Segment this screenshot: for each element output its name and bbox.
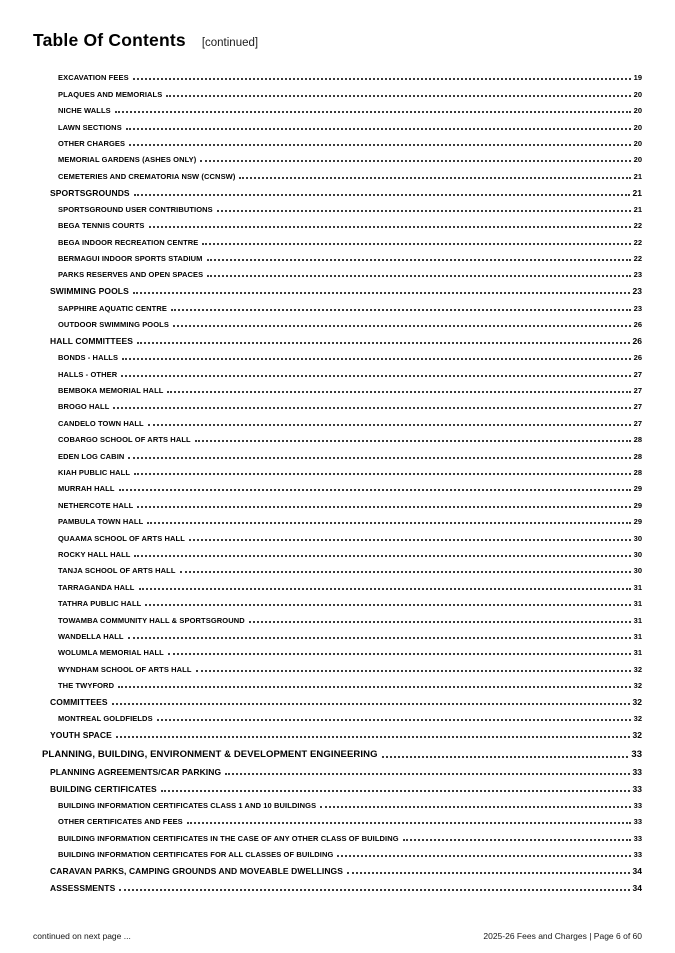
toc-dot-leader xyxy=(137,506,630,508)
toc-entry[interactable] xyxy=(33,230,642,246)
toc-dot-leader xyxy=(200,160,630,162)
toc-entry[interactable] xyxy=(33,247,642,263)
toc-dot-leader xyxy=(382,756,629,758)
toc-entry-page: 26 xyxy=(633,320,642,330)
toc-dot-leader xyxy=(122,358,631,360)
toc-dot-leader xyxy=(207,259,631,261)
toc-entry[interactable] xyxy=(33,876,642,893)
toc-entry-label: HALLS - OTHER xyxy=(58,369,118,379)
toc-entry-label: WANDELLA HALL xyxy=(58,631,124,641)
toc-entry-label: BROGO HALL xyxy=(58,402,110,412)
toc-entry[interactable] xyxy=(33,263,642,279)
toc-dot-leader xyxy=(128,457,630,459)
toc-dot-leader xyxy=(239,177,630,179)
toc-entry-label: PAMBULA TOWN HALL xyxy=(58,517,144,527)
toc-entry[interactable] xyxy=(33,296,642,312)
toc-dot-leader xyxy=(202,243,630,245)
toc-entry[interactable] xyxy=(33,543,642,559)
toc-dot-leader xyxy=(171,309,631,311)
toc-entry[interactable] xyxy=(33,760,642,777)
toc-dot-leader xyxy=(195,440,631,442)
toc-entry-label: CEMETERIES AND CREMATORIA NSW (CCNSW) xyxy=(58,171,236,181)
toc-entry[interactable] xyxy=(33,198,642,214)
toc-dot-leader xyxy=(249,621,631,623)
toc-dot-leader xyxy=(187,822,631,824)
toc-dot-leader xyxy=(145,604,630,606)
toc-entry-label: PARKS RESERVES AND OPEN SPACES xyxy=(58,270,204,280)
toc-dot-leader xyxy=(129,144,631,146)
toc-entry-page: 30 xyxy=(633,533,642,543)
toc-entry-label: BEGA TENNIS COURTS xyxy=(58,221,145,231)
toc-entry[interactable] xyxy=(33,461,642,477)
toc-entry[interactable] xyxy=(33,608,642,624)
toc-entry-label: COMMITTEES xyxy=(50,696,108,707)
toc-entry-page: 31 xyxy=(633,615,642,625)
toc-entry[interactable] xyxy=(33,526,642,542)
toc-entry-label: TATHRA PUBLIC HALL xyxy=(58,599,142,609)
toc-entry[interactable] xyxy=(33,395,642,411)
toc-entry-page: 26 xyxy=(633,353,642,363)
toc-entry[interactable] xyxy=(33,641,642,657)
toc-dot-leader xyxy=(189,539,631,541)
toc-entry-label: BERMAGUI INDOOR SPORTS STADIUM xyxy=(58,254,203,264)
toc-entry-page: 29 xyxy=(633,517,642,527)
toc-entry-page: 28 xyxy=(633,435,642,445)
toc-dot-leader xyxy=(134,555,630,557)
toc-dot-leader xyxy=(147,522,630,524)
toc-entry[interactable] xyxy=(33,181,642,198)
toc-dot-leader xyxy=(115,111,631,113)
toc-dot-leader xyxy=(128,637,631,639)
toc-entry[interactable] xyxy=(33,859,642,876)
toc-entry[interactable] xyxy=(33,99,642,115)
toc-dot-leader xyxy=(119,489,631,491)
toc-entry-label: NICHE WALLS xyxy=(58,106,111,116)
footer-continued-note: continued on next page ... xyxy=(33,931,131,941)
toc-entry-page: 26 xyxy=(632,335,642,346)
toc-dot-leader xyxy=(113,407,630,409)
toc-entry-label: OTHER CERTIFICATES AND FEES xyxy=(58,817,183,827)
toc-entry-page: 34 xyxy=(632,866,642,876)
toc-entry[interactable] xyxy=(33,777,642,794)
toc-entry-label: MEMORIAL GARDENS (ASHES ONLY) xyxy=(58,155,197,165)
toc-dot-leader xyxy=(196,670,631,672)
toc-dot-leader xyxy=(133,78,631,80)
toc-entry-label: MURRAH HALL xyxy=(58,484,115,494)
toc-entry-label: BUILDING INFORMATION CERTIFICATES FOR ALL CLASSES OF BUILDING xyxy=(58,850,334,860)
toc-entry-page: 27 xyxy=(633,386,642,396)
toc-entry-label: TOWAMBA COMMUNITY HALL & SPORTSGROUND xyxy=(58,615,245,625)
toc-dot-leader xyxy=(347,872,629,874)
toc-entry-page: 20 xyxy=(633,138,642,148)
toc-entry[interactable] xyxy=(33,346,642,362)
toc-entry[interactable] xyxy=(33,66,642,82)
toc-entry-label: CARAVAN PARKS, CAMPING GROUNDS AND MOVEABLE DWELLINGS xyxy=(50,866,344,876)
toc-entry[interactable] xyxy=(33,826,642,842)
toc-entry-page: 20 xyxy=(633,155,642,165)
toc-entry-page: 31 xyxy=(633,631,642,641)
toc-entry-label: CANDELO TOWN HALL xyxy=(58,418,144,428)
toc-entry[interactable] xyxy=(33,329,642,346)
toc-entry-page: 34 xyxy=(632,882,642,893)
toc-dot-leader xyxy=(121,375,630,377)
toc-dot-leader xyxy=(134,194,630,196)
toc-entry-label: ASSESSMENTS xyxy=(50,882,116,893)
toc-entry-page: 31 xyxy=(633,599,642,609)
toc-entry[interactable] xyxy=(33,510,642,526)
page-footer xyxy=(33,931,642,941)
toc-entry-label: WYNDHAM SCHOOL OF ARTS HALL xyxy=(58,664,192,674)
toc-entry[interactable] xyxy=(33,625,642,641)
toc-entry-label: TANJA SCHOOL OF ARTS HALL xyxy=(58,566,176,576)
toc-dot-leader xyxy=(166,95,630,97)
toc-entry-page: 33 xyxy=(632,783,642,794)
toc-entry-page: 20 xyxy=(633,89,642,99)
toc-dot-leader xyxy=(148,424,631,426)
toc-entry-label: PLANNING AGREEMENTS/CAR PARKING xyxy=(50,766,222,777)
toc-entry[interactable] xyxy=(33,493,642,509)
toc-entry[interactable] xyxy=(33,559,642,575)
toc-dot-leader xyxy=(173,325,631,327)
toc-entry[interactable] xyxy=(33,674,642,690)
toc-entry-label: COBARGO SCHOOL OF ARTS HALL xyxy=(58,435,191,445)
toc-dot-leader xyxy=(157,719,631,721)
toc-list xyxy=(33,66,642,893)
toc-entry-page: 23 xyxy=(633,270,642,280)
toc-entry-label: SAPPHIRE AQUATIC CENTRE xyxy=(58,303,167,313)
toc-entry[interactable] xyxy=(33,794,642,810)
toc-entry-page: 21 xyxy=(633,171,642,181)
toc-entry-page: 19 xyxy=(633,73,642,83)
toc-entry-page: 32 xyxy=(633,681,642,691)
toc-entry-page: 21 xyxy=(632,187,642,198)
toc-dot-leader xyxy=(134,473,631,475)
toc-entry-page: 20 xyxy=(633,106,642,116)
toc-entry-label: BUILDING INFORMATION CERTIFICATES IN THE CASE OF ANY OTHER CLASS OF BUILDING xyxy=(58,833,399,843)
toc-entry-page: 22 xyxy=(633,221,642,231)
page-title: Table Of Contents xyxy=(33,30,186,50)
toc-entry-page: 32 xyxy=(633,714,642,724)
toc-entry[interactable] xyxy=(33,148,642,164)
toc-dot-leader xyxy=(167,391,630,393)
toc-entry-label: NETHERCOTE HALL xyxy=(58,500,134,510)
toc-entry-label: BEMBOKA MEMORIAL HALL xyxy=(58,386,164,396)
toc-entry[interactable] xyxy=(33,707,642,723)
toc-entry-label: THE TWYFORD xyxy=(58,681,115,691)
toc-entry-label: EXCAVATION FEES xyxy=(58,73,129,83)
toc-entry-label: PLANNING, BUILDING, ENVIRONMENT & DEVELOPMENT ENGINEERING xyxy=(42,749,378,761)
toc-entry[interactable] xyxy=(33,428,642,444)
toc-entry-label: SPORTSGROUNDS xyxy=(50,187,130,198)
toc-dot-leader xyxy=(116,736,630,738)
toc-entry[interactable] xyxy=(33,164,642,180)
toc-entry-page: 33 xyxy=(633,833,642,843)
toc-entry[interactable] xyxy=(33,740,642,760)
toc-entry[interactable] xyxy=(33,575,642,591)
toc-dot-leader xyxy=(403,839,631,841)
toc-entry-page: 32 xyxy=(633,664,642,674)
toc-entry-page: 33 xyxy=(633,801,642,811)
toc-entry[interactable] xyxy=(33,115,642,131)
toc-entry-page: 32 xyxy=(632,730,642,741)
toc-entry-page: 29 xyxy=(633,500,642,510)
toc-entry-page: 30 xyxy=(633,549,642,559)
toc-entry-label: SPORTSGROUND USER CONTRIBUTIONS xyxy=(58,204,213,214)
toc-entry-label: BEGA INDOOR RECREATION CENTRE xyxy=(58,237,199,247)
toc-entry-page: 32 xyxy=(632,696,642,707)
toc-entry[interactable] xyxy=(33,444,642,460)
toc-entry-page: 23 xyxy=(633,303,642,313)
toc-entry-label: OUTDOOR SWIMMING POOLS xyxy=(58,320,169,330)
toc-entry-label: BUILDING CERTIFICATES xyxy=(50,783,157,794)
toc-entry-page: 33 xyxy=(633,850,642,860)
toc-dot-leader xyxy=(133,292,630,294)
toc-dot-leader xyxy=(217,210,631,212)
toc-entry-label: OTHER CHARGES xyxy=(58,138,126,148)
toc-entry-page: 20 xyxy=(633,122,642,132)
toc-entry-page: 21 xyxy=(633,204,642,214)
toc-entry-label: ROCKY HALL HALL xyxy=(58,549,131,559)
toc-entry-label: LAWN SECTIONS xyxy=(58,122,122,132)
toc-entry-page: 33 xyxy=(632,766,642,777)
toc-entry-label: WOLUMLA MEMORIAL HALL xyxy=(58,648,164,658)
toc-entry-page: 33 xyxy=(633,817,642,827)
toc-entry-label: PLAQUES AND MEMORIALS xyxy=(58,89,163,99)
toc-entry-page: 22 xyxy=(633,237,642,247)
toc-dot-leader xyxy=(225,773,629,775)
toc-dot-leader xyxy=(112,703,630,705)
footer-page-info: 2025-26 Fees and Charges | Page 6 of 60 xyxy=(483,931,642,941)
toc-entry[interactable] xyxy=(33,592,642,608)
toc-dot-leader xyxy=(119,889,629,891)
toc-entry-page: 29 xyxy=(633,484,642,494)
toc-entry[interactable] xyxy=(33,214,642,230)
toc-entry-page: 27 xyxy=(633,369,642,379)
toc-entry-page: 33 xyxy=(631,749,642,761)
toc-entry-label: QUAAMA SCHOOL OF ARTS HALL xyxy=(58,533,185,543)
continued-tag: [continued] xyxy=(201,37,259,49)
toc-dot-leader xyxy=(139,588,631,590)
toc-entry-label: MONTREAL GOLDFIELDS xyxy=(58,714,153,724)
toc-entry[interactable] xyxy=(33,313,642,329)
toc-entry[interactable] xyxy=(33,843,642,859)
toc-entry[interactable] xyxy=(33,362,642,378)
toc-entry[interactable] xyxy=(33,132,642,148)
toc-dot-leader xyxy=(149,226,631,228)
toc-entry-page: 31 xyxy=(633,648,642,658)
toc-entry-page: 22 xyxy=(633,254,642,264)
toc-entry-page: 31 xyxy=(633,582,642,592)
toc-entry-label: YOUTH SPACE xyxy=(50,730,112,741)
toc-dot-leader xyxy=(180,571,631,573)
toc-entry-label: KIAH PUBLIC HALL xyxy=(58,467,131,477)
toc-entry-page: 23 xyxy=(632,286,642,297)
toc-entry[interactable] xyxy=(33,690,642,707)
toc-dot-leader xyxy=(207,275,630,277)
toc-entry-page: 30 xyxy=(633,566,642,576)
toc-entry-page: 28 xyxy=(633,467,642,477)
toc-dot-leader xyxy=(337,855,630,857)
toc-entry-label: TARRAGANDA HALL xyxy=(58,582,135,592)
toc-entry[interactable] xyxy=(33,723,642,740)
toc-entry-label: HALL COMMITTEES xyxy=(50,335,134,346)
toc-entry-page: 28 xyxy=(633,451,642,461)
toc-entry-page: 27 xyxy=(633,402,642,412)
toc-dot-leader xyxy=(168,653,631,655)
toc-dot-leader xyxy=(161,790,630,792)
toc-dot-leader xyxy=(137,342,629,344)
toc-entry-label: EDEN LOG CABIN xyxy=(58,451,125,461)
toc-entry[interactable] xyxy=(33,279,642,296)
toc-entry-label: BONDS - HALLS xyxy=(58,353,119,363)
toc-entry[interactable] xyxy=(33,379,642,395)
toc-dot-leader xyxy=(126,128,631,130)
toc-entry-page: 27 xyxy=(633,418,642,428)
toc-header xyxy=(33,30,642,51)
toc-entry-label: BUILDING INFORMATION CERTIFICATES CLASS 1 AND 10 BUILDINGS xyxy=(58,801,317,811)
toc-entry[interactable] xyxy=(33,82,642,98)
toc-entry[interactable] xyxy=(33,411,642,427)
toc-dot-leader xyxy=(118,686,631,688)
toc-entry[interactable] xyxy=(33,657,642,673)
toc-entry[interactable] xyxy=(33,477,642,493)
toc-dot-leader xyxy=(320,806,630,808)
toc-entry[interactable] xyxy=(33,810,642,826)
toc-entry-label: SWIMMING POOLS xyxy=(50,286,129,297)
